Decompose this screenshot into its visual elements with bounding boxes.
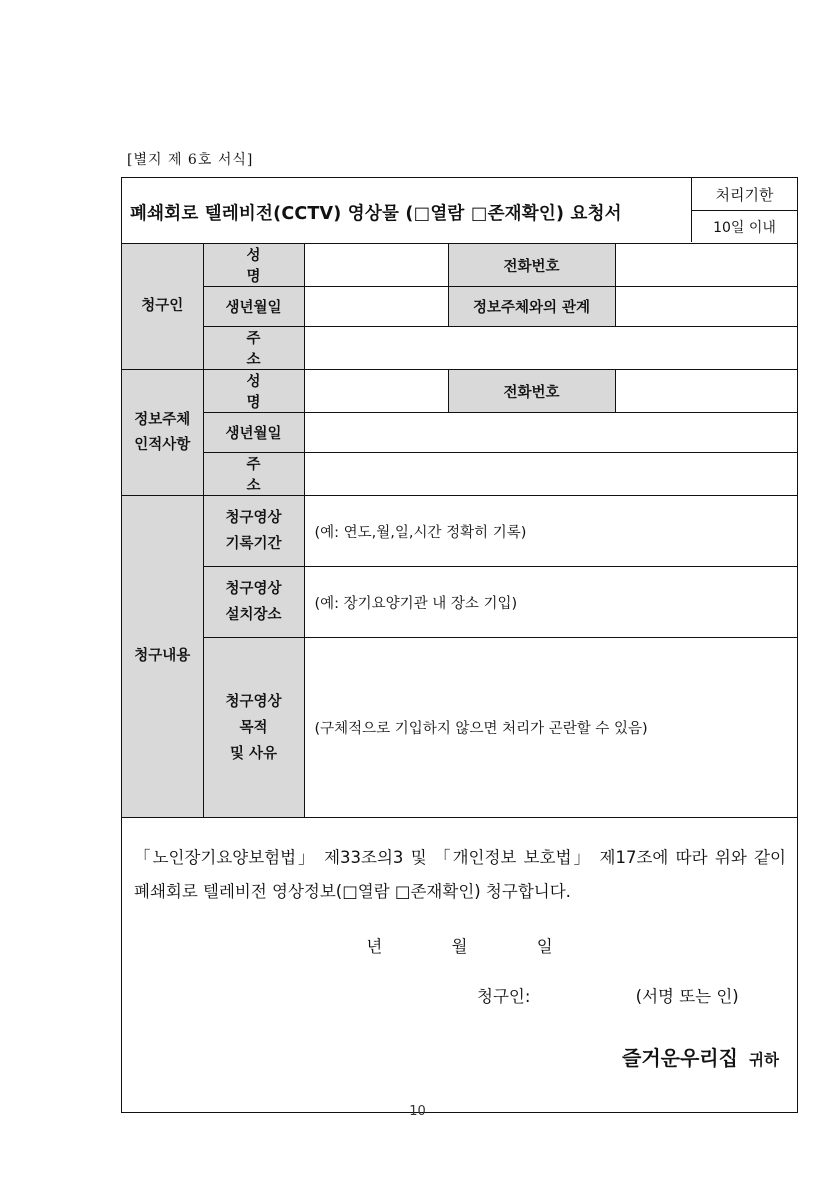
date-day[interactable]: 일 [536, 937, 553, 956]
recipient-suffix: 귀하 [749, 1051, 779, 1069]
table-row [122, 453, 797, 496]
table-row [122, 244, 797, 287]
deadline-value: 10일 이내 [713, 219, 776, 236]
requester-name-field[interactable] [304, 244, 448, 287]
requester-phone-label: 전화번호 [448, 244, 615, 287]
period-label [203, 496, 304, 567]
deadline-box [691, 178, 797, 242]
request-group-label: 청구내용 [122, 496, 203, 818]
requester-relation-label: 정보주체와의 관계 [448, 287, 615, 327]
subject-birth-field[interactable] [304, 413, 797, 453]
recipient-name: 즐거운우리집 [622, 1046, 738, 1070]
table-row [122, 496, 797, 567]
subject-phone-field[interactable] [615, 370, 797, 413]
request-form [121, 177, 798, 1113]
period-label-line2: 기록기간 [225, 536, 282, 552]
period-label-line1: 청구영상 [225, 510, 282, 526]
requester-phone-field[interactable] [615, 244, 797, 287]
requester-name-label: 성 명 [203, 244, 304, 287]
subject-name-field[interactable] [304, 370, 448, 413]
requester-address-label: 주 소 [203, 327, 304, 370]
form-title: 폐쇄회로 텔레비전(CCTV) 영상물 (□열람 □존재확인) 요청서 [130, 204, 622, 224]
location-field[interactable]: (예: 장기요양기관 내 장소 기입) [304, 567, 797, 638]
signature-field[interactable]: (서명 또는 인) [635, 987, 739, 1006]
deadline-label: 처리기한 [692, 178, 797, 211]
location-label-line1: 청구영상 [225, 581, 282, 597]
subject-name-label: 성 명 [203, 370, 304, 413]
signature-label: 청구인: [477, 987, 531, 1006]
date-line [122, 933, 797, 957]
date-month[interactable]: 월 [451, 937, 468, 956]
location-label-line2: 설치장소 [225, 607, 282, 623]
table-row [122, 567, 797, 638]
purpose-label [203, 638, 304, 818]
requester-birth-label: 생년월일 [203, 287, 304, 327]
date-year[interactable]: 년 [366, 937, 383, 956]
purpose-label-line3: 및 사유 [229, 745, 278, 762]
purpose-label-line1: 청구영상 [225, 693, 282, 710]
subject-group-label [122, 370, 203, 496]
table-row [122, 327, 797, 370]
table-row [122, 638, 797, 818]
form-table [122, 244, 797, 818]
subject-address-label: 주 소 [203, 453, 304, 496]
table-row [122, 287, 797, 327]
purpose-label-line2: 목적 [239, 719, 268, 736]
purpose-field[interactable]: (구체적으로 기입하지 않으면 처리가 곤란할 수 있음) [304, 638, 797, 818]
requester-address-field[interactable] [304, 327, 797, 370]
subject-phone-label: 전화번호 [448, 370, 615, 413]
subject-birth-label: 생년월일 [203, 413, 304, 453]
requester-group-label: 청구인 [122, 244, 203, 370]
location-label [203, 567, 304, 638]
requester-relation-field[interactable] [615, 287, 797, 327]
recipient [622, 1042, 779, 1071]
form-label: [별지 제 6호 서식] [127, 152, 254, 168]
subject-group-label-line2: 인적사항 [134, 436, 191, 453]
signature-line [477, 983, 739, 1007]
title-row [122, 178, 797, 244]
table-row [122, 370, 797, 413]
statement-text: 「노인장기요양보험법」 제33조의3 및 「개인정보 보호법」 제17조에 따라 위와 같이 폐쇄회로 텔레비전 영상정보(□열람 □존재확인) 청구합니다. [134, 848, 786, 901]
period-field[interactable]: (예: 연도,월,일,시간 정확히 기록) [304, 496, 797, 567]
subject-address-field[interactable] [304, 453, 797, 496]
subject-group-label-line1: 정보주체 [134, 411, 191, 428]
requester-birth-field[interactable] [304, 287, 448, 327]
table-row [122, 413, 797, 453]
page-number: 10 [409, 1104, 426, 1119]
